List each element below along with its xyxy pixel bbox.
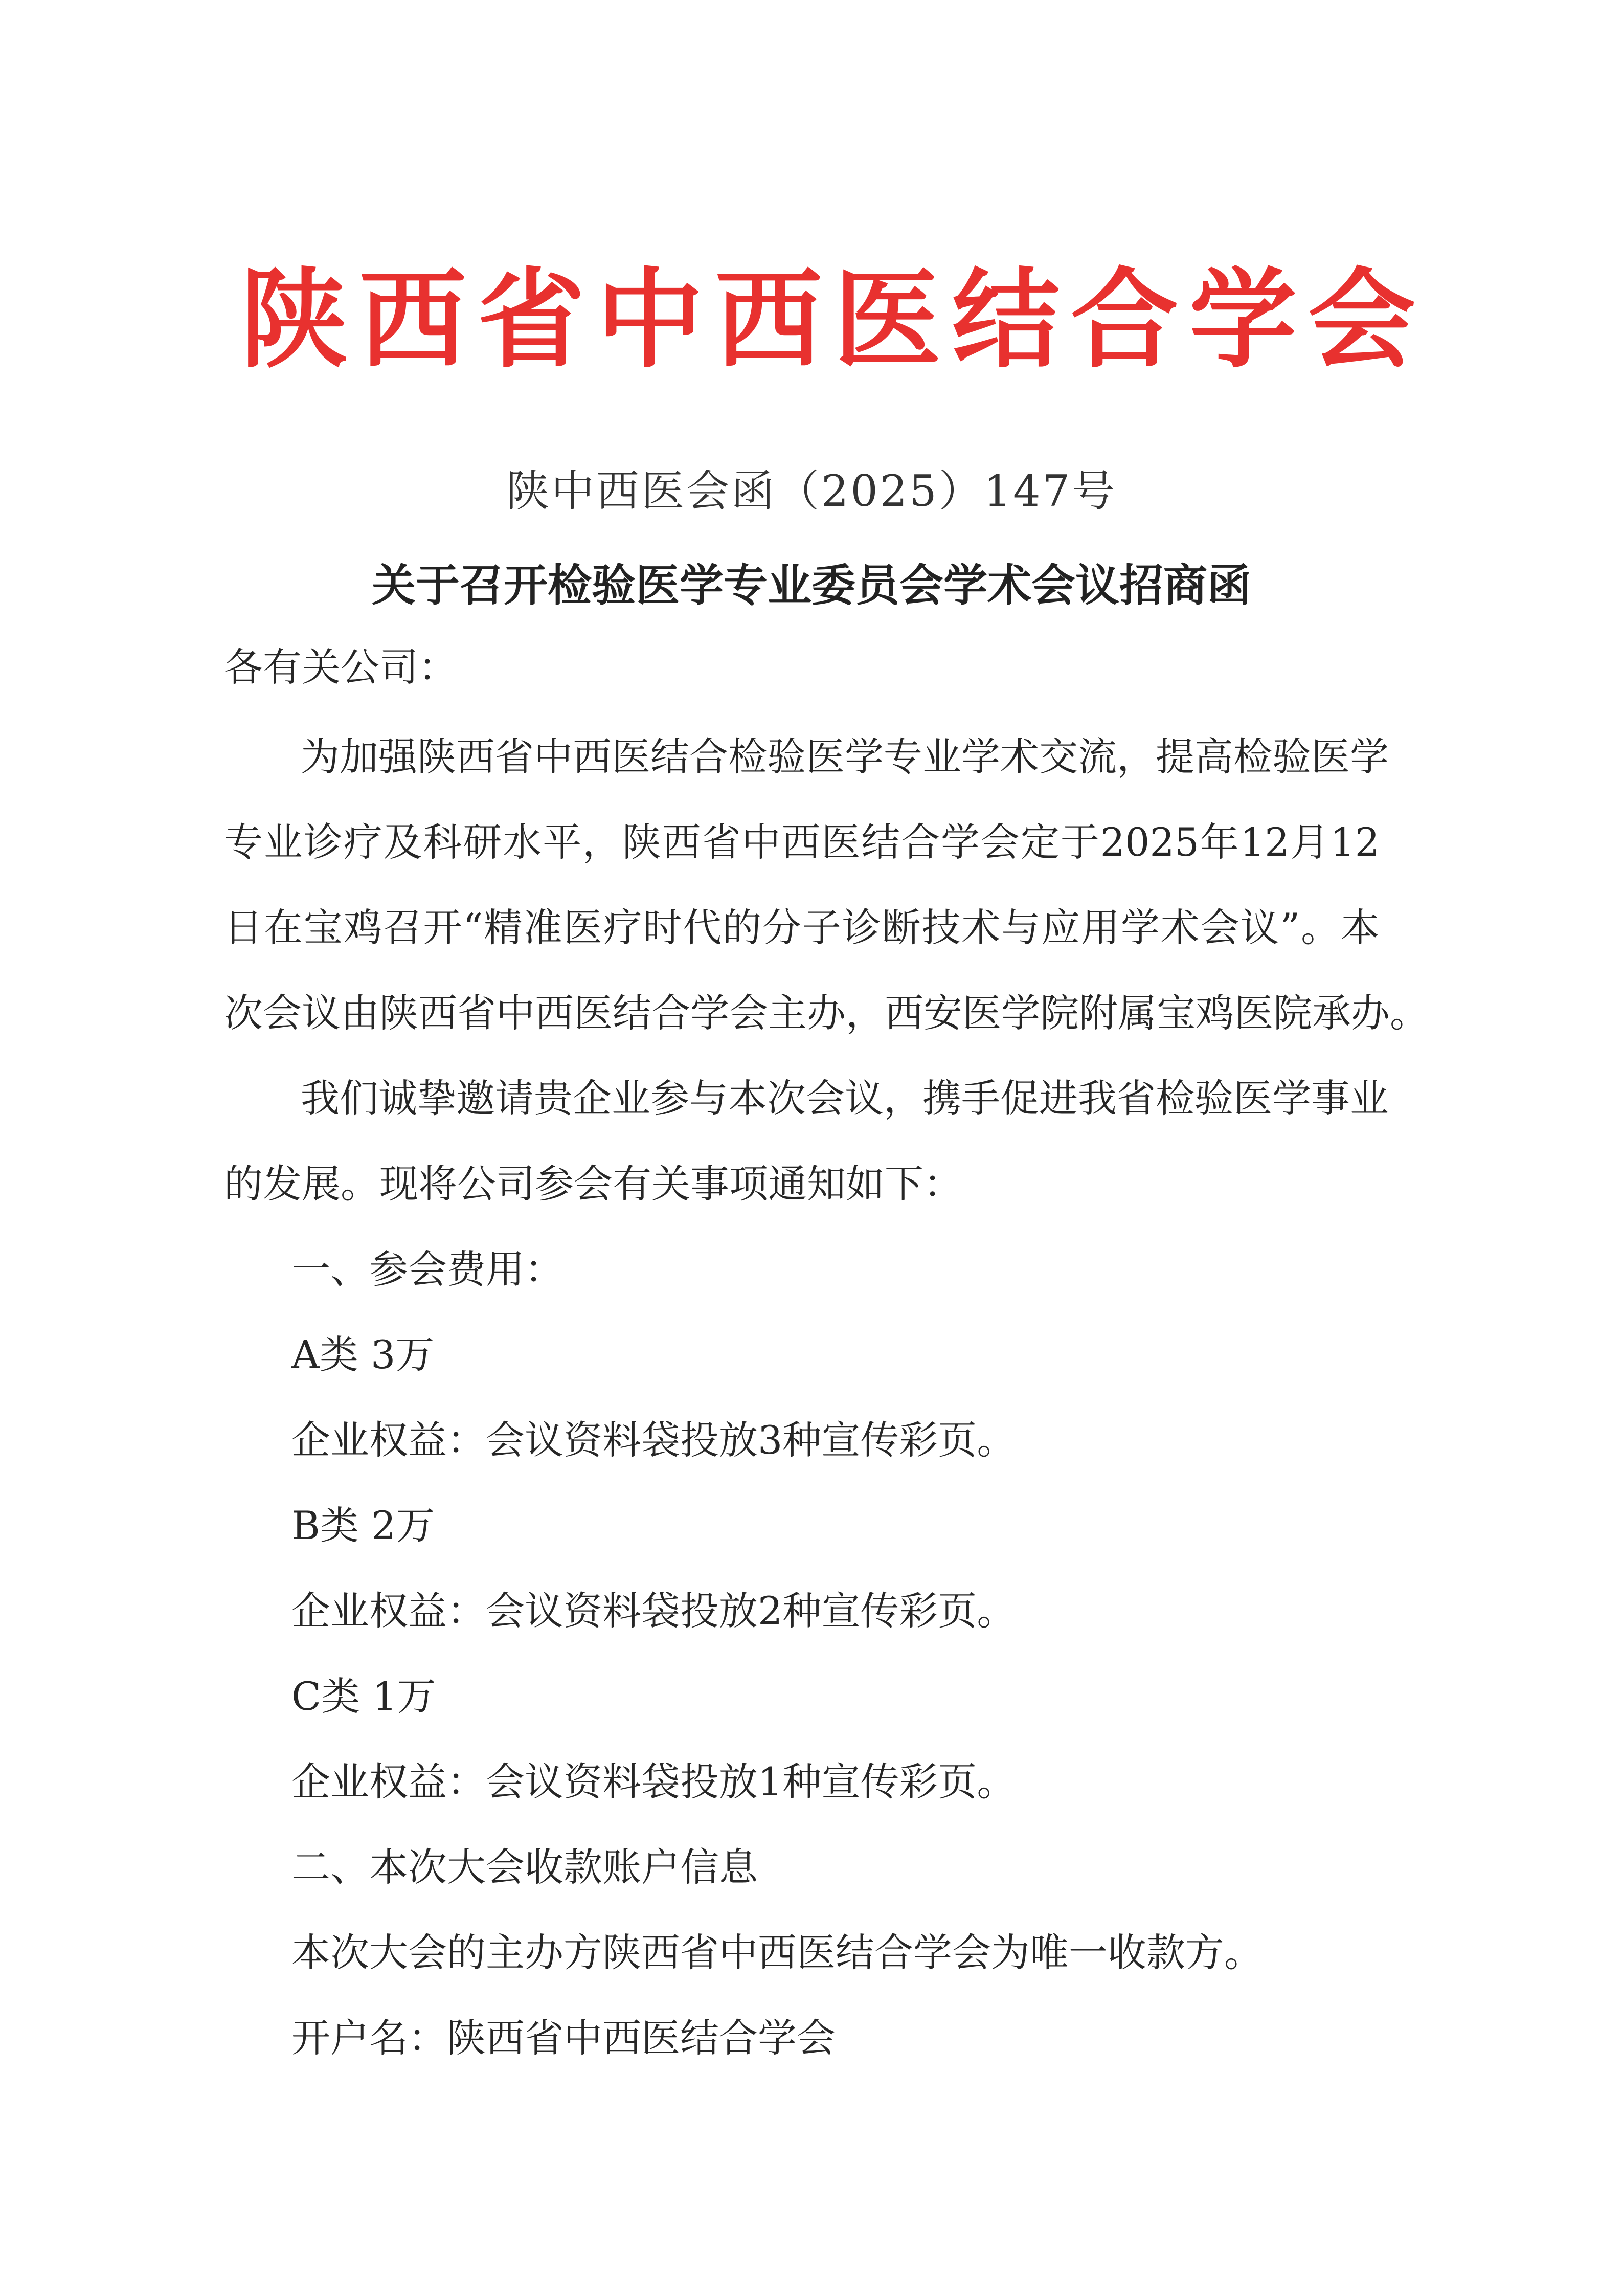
paragraph-line: 的发展。现将公司参会有关事项通知如下： <box>224 1161 962 1207</box>
document-number: 陕中西医会函（2025）147号 <box>506 466 1117 516</box>
section-heading: 二、本次大会收款账户信息 <box>291 1844 758 1890</box>
fee-tier-benefit: 企业权益：会议资料袋投放3种宣传彩页。 <box>291 1417 1016 1463</box>
letterhead-organization-name: 陕西省中西医结合学会 <box>240 256 1427 383</box>
paragraph-line: 为加强陕西省中西医结合检验医学专业学术交流，提高检验医学 <box>301 734 1389 779</box>
account-statement: 本次大会的主办方陕西省中西医结合学会为唯一收款方。 <box>291 1930 1263 1975</box>
paragraph-line: 次会议由陕西省中西医结合学会主办，西安医学院附属宝鸡医院承办。 <box>224 990 1429 1036</box>
fee-tier-benefit: 企业权益：会议资料袋投放1种宣传彩页。 <box>291 1759 1016 1804</box>
fee-tier-benefit: 企业权益：会议资料袋投放2种宣传彩页。 <box>291 1588 1016 1634</box>
paragraph-line: 我们诚挚邀请贵企业参与本次会议，携手促进我省检验医学事业 <box>301 1076 1389 1121</box>
account-name: 开户名：陕西省中西医结合学会 <box>291 2015 836 2061</box>
paragraph-line: 专业诊疗及科研水平，陕西省中西医结合学会定于2025年12月12 <box>224 819 1380 865</box>
document-title: 关于召开检验医学专业委员会学术会议招商函 <box>372 560 1251 611</box>
paragraph-line: 日在宝鸡召开“精准医疗时代的分子诊断技术与应用学术会议”。本 <box>224 905 1380 950</box>
fee-tier-label: A类 3万 <box>291 1332 435 1377</box>
fee-tier-label: B类 2万 <box>291 1503 435 1548</box>
section-heading: 一、参会费用： <box>291 1246 563 1292</box>
salutation: 各有关公司： <box>224 644 457 690</box>
fee-tier-label: C类 1万 <box>291 1674 436 1719</box>
